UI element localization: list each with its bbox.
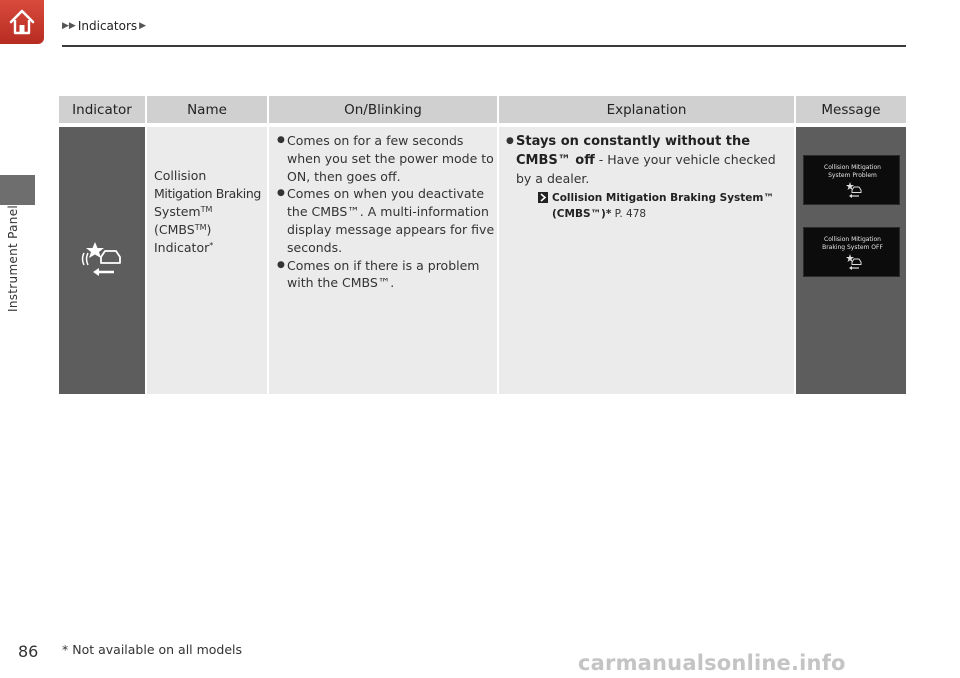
explanation-condition: Stays on constantly without the CMBS™ off [516,134,751,168]
home-icon [7,7,37,37]
message-display-system-off: Collision Mitigation Braking System OFF [803,227,900,277]
breadcrumb-arrow-icon: ▶ [139,21,147,31]
breadcrumb-arrow-icon: ▶▶ [62,21,76,31]
list-item: ● Comes on when you deactivate the CMBS™. A multi-information display message appears for five seconds. [277,185,499,256]
name-cell [147,127,267,394]
breadcrumb [62,19,146,33]
on-blinking-cell [269,127,497,394]
home-button[interactable] [0,0,44,44]
explanation-action: - Have your vehicle checked by a dealer. [516,152,776,186]
cmbs-indicator-icon [842,253,864,271]
indicator-table [59,96,906,291]
table-header [59,96,906,123]
indicator-cell [59,127,145,394]
explanation-cell [499,127,794,394]
list-item: ● Comes on for a few seconds when you set the power mode to ON, then goes off. [277,132,499,185]
header-divider [62,45,906,47]
explanation-text [506,132,794,222]
page-number: 86 [18,642,39,661]
cross-reference-link[interactable]: Collision Mitigation Braking System™ (CMBS™)* P. 478 [552,190,794,222]
header-name: Name [187,101,227,118]
cmbs-indicator-icon [842,181,864,199]
message-display-system-problem: Collision Mitigation System Problem [803,155,900,205]
indicator-name: Collision Mitigation Braking System™ (CMBS™) Indicator* [154,168,261,255]
breadcrumb-link-indicators[interactable]: Indicators [77,19,138,33]
sidebar-section-label: Instrument Panel [6,204,20,312]
header-message: Message [821,101,881,118]
header-on-blinking: On/Blinking [344,101,422,118]
reference-page: P. 478 [611,208,647,220]
footnote: * Not available on all models [62,642,243,657]
header-indicator: Indicator [72,101,132,118]
on-blinking-list [277,132,499,292]
cmbs-indicator-icon [77,238,127,284]
watermark: carmanualsonline.info [578,651,846,675]
header-explanation: Explanation [606,101,687,118]
reference-arrow-icon [538,192,548,203]
reference-title: Collision Mitigation Braking System™ (CMBS™) [552,192,774,220]
sidebar-section-tab[interactable] [0,175,35,205]
table-row [59,127,906,394]
list-item: ● Comes on if there is a problem with the CMBS™. [277,257,499,293]
message-cell [796,127,906,394]
